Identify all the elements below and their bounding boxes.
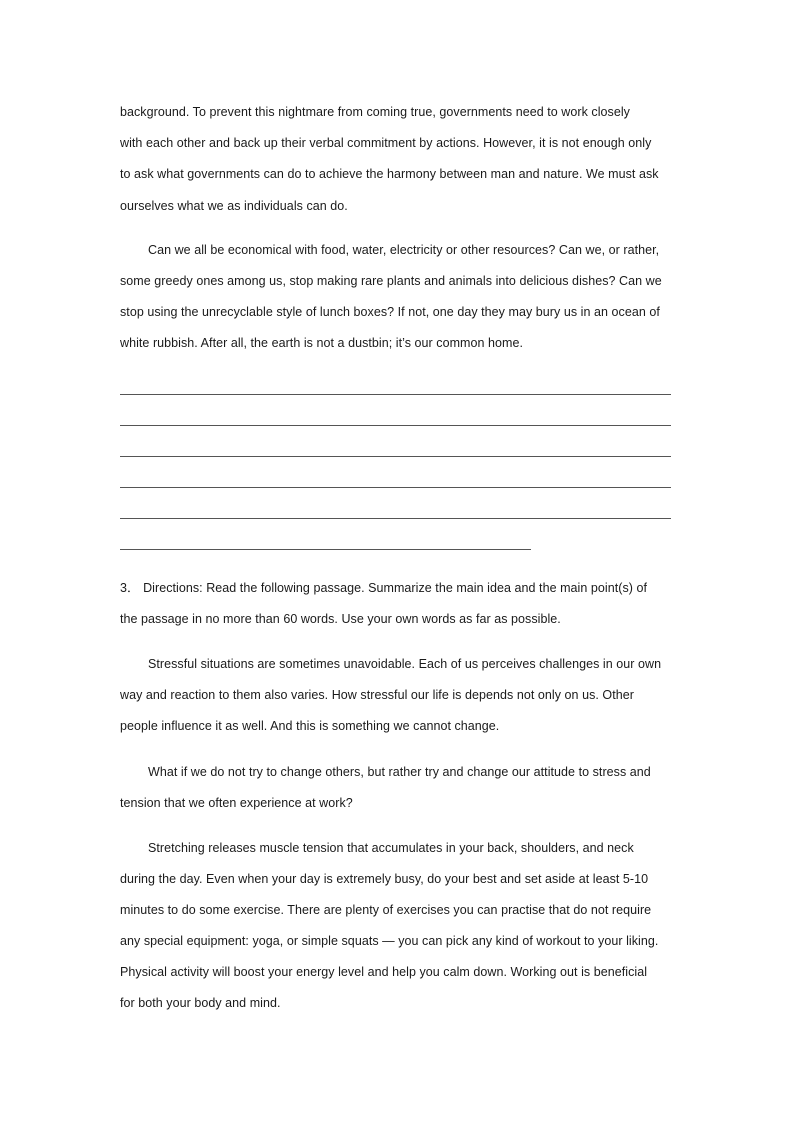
passage-line: Physical activity will boost your energy level and help you calm down. Working out is beneficial [120, 965, 648, 979]
answer-line[interactable] [120, 456, 671, 457]
passage-line: tension that we often experience at work? [120, 796, 353, 810]
answer-line[interactable] [120, 549, 531, 550]
passage-line: ourselves what we as individuals can do. [120, 199, 348, 213]
answer-line[interactable] [120, 487, 671, 488]
passage-line: any special equipment: yoga, or simple squats — you can pick any kind of workout to your liking. [120, 934, 659, 948]
passage-line: What if we do not try to change others, but rather try and change our attitude to stress and [148, 765, 651, 779]
passage-line: background. To prevent this nightmare from coming true, governments need to work closely [120, 105, 630, 119]
passage-line: Stressful situations are sometimes unavoidable. Each of us perceives challenges in our own [148, 657, 662, 671]
passage-line: Stretching releases muscle tension that accumulates in your back, shoulders, and neck [148, 841, 634, 855]
passage-line: some greedy ones among us, stop making rare plants and animals into delicious dishes? Can we [120, 274, 662, 288]
passage-line: Can we all be economical with food, water, electricity or other resources? Can we, or rather, [148, 243, 660, 257]
passage-line: during the day. Even when your day is extremely busy, do your best and set aside at least 5-10 [120, 872, 649, 886]
answer-line[interactable] [120, 518, 671, 519]
passage-line: white rubbish. After all, the earth is not a dustbin; it’s our common home. [120, 336, 524, 350]
question-directions: 3． Directions: Read the following passage. Summarize the main idea and the main point(s) of [120, 581, 648, 595]
question-directions: the passage in no more than 60 words. Use your own words as far as possible. [120, 612, 561, 626]
passage-line: way and reaction to them also varies. How stressful our life is depends not only on us. Other [120, 688, 634, 702]
answer-line[interactable] [120, 394, 671, 395]
passage-line: for both your body and mind. [120, 996, 281, 1010]
passage-line: to ask what governments can do to achieve the harmony between man and nature. We must ask [120, 167, 659, 181]
passage-line: people influence it as well. And this is something we cannot change. [120, 719, 500, 733]
passage-line: with each other and back up their verbal commitment by actions. However, it is not enough only [120, 136, 652, 150]
answer-line[interactable] [120, 425, 671, 426]
passage-line: stop using the unrecyclable style of lunch boxes? If not, one day they may bury us in an ocean of [120, 305, 660, 319]
passage-line: minutes to do some exercise. There are plenty of exercises you can practise that do not require [120, 903, 652, 917]
